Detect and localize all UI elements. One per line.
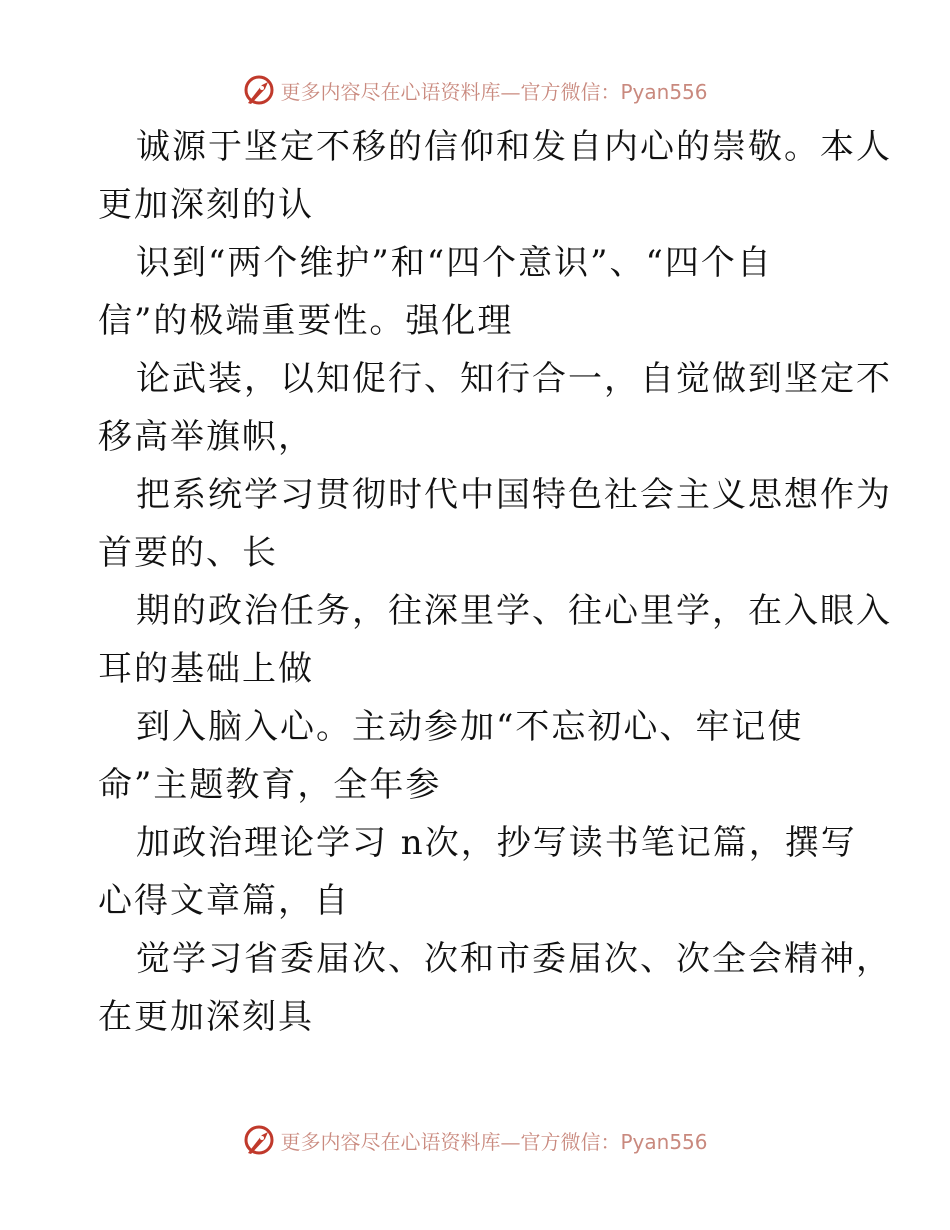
banner-wechat-label: 官方微信：	[520, 79, 621, 104]
paragraph-line: 论武装，以知促行、知行合一，自觉做到坚定不	[136, 359, 892, 399]
paragraph-line: 诚源于坚定不移的信仰和发自内心的崇敬。本人	[136, 127, 892, 167]
paragraph-line: 耳的基础上做	[98, 649, 314, 689]
paragraph-line: 在更加深刻具	[98, 997, 314, 1037]
banner-wechat-id: Pyan556	[620, 79, 708, 104]
paragraph-3	[98, 350, 892, 466]
banner-text	[280, 1126, 707, 1155]
pen-nib-circle-icon	[242, 1123, 276, 1157]
paragraph-line: 识到“两个维护”和“四个意识”、“四个自	[136, 243, 773, 283]
paragraph-line: 命”主题教育，全年参	[98, 765, 442, 805]
footer-banner	[0, 1120, 950, 1160]
banner-brand-text: 更多内容尽在心语资料库	[280, 79, 501, 104]
paragraph-line: 到入脑入心。主动参加“不忘初心、牢记使	[136, 707, 804, 747]
banner-separator: —	[500, 79, 521, 104]
banner-wechat-id: Pyan556	[620, 1129, 708, 1154]
banner-wechat-label: 官方微信：	[520, 1129, 621, 1154]
paragraph-line: 心得文章篇，自	[98, 881, 350, 921]
paragraph-line: 加政治理论学习 n次，抄写读书笔记篇，撰写	[136, 823, 857, 863]
pen-nib-circle-icon	[242, 73, 276, 107]
paragraph-6	[98, 698, 878, 814]
paragraph-7	[98, 814, 878, 930]
paragraph-4	[98, 466, 892, 582]
banner-text	[280, 76, 707, 105]
paragraph-line: 信”的极端重要性。强化理	[98, 301, 514, 341]
paragraph-8	[98, 930, 892, 1046]
banner-separator: —	[500, 1129, 521, 1154]
paragraph-2	[98, 234, 878, 350]
header-banner	[0, 70, 950, 110]
paragraph-line: 觉学习省委届次、次和市委届次、次全会精神，	[136, 939, 892, 979]
paragraph-line: 更加深刻的认	[98, 185, 314, 225]
banner-brand-text: 更多内容尽在心语资料库	[280, 1129, 501, 1154]
paragraph-line: 首要的、长	[98, 533, 278, 573]
paragraph-5	[98, 582, 892, 698]
paragraph-line: 期的政治任务，往深里学、往心里学，在入眼入	[136, 591, 892, 631]
document-body	[98, 118, 892, 1046]
paragraph-line: 移高举旗帜，	[98, 417, 314, 457]
paragraph-line: 把系统学习贯彻时代中国特色社会主义思想作为	[136, 475, 892, 515]
paragraph-1	[98, 118, 892, 234]
